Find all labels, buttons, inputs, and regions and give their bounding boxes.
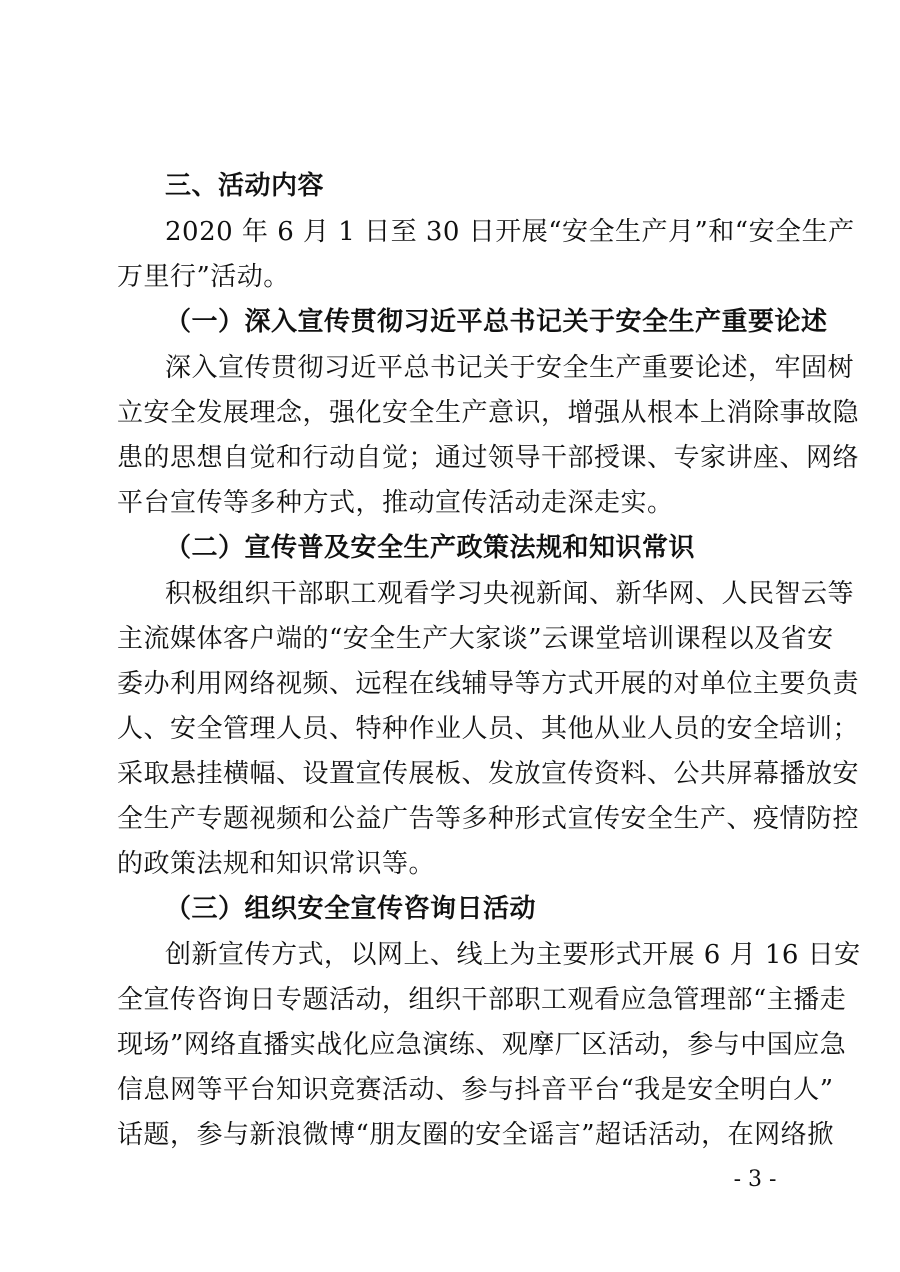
paragraph-line: 话题，参与新浪微博“朋友圈的安全谣言”超话活动，在网络掀 [117, 1120, 834, 1150]
paragraph-line: 信息网等平台知识竞赛活动、参与抖音平台“我是安全明白人” [117, 1075, 834, 1105]
subsection-title: （三）组织安全宣传咨询日活动 [165, 894, 537, 924]
paragraph-line: 采取悬挂横幅、设置宣传展板、发放宣传资料、公共屏幕播放安 [117, 759, 860, 789]
paragraph-line: 积极组织干部职工观看学习央视新闻、新华网、人民智云等 [165, 579, 855, 609]
section-heading: 三、活动内容 [165, 171, 325, 201]
subsection-title: （二）宣传普及安全生产政策法规和知识常识 [165, 533, 696, 563]
paragraph-line: 人、安全管理人员、特种作业人员、其他从业人员的安全培训； [117, 714, 860, 744]
intro-line: 2020 年 6 月 1 日至 30 日开展“安全生产月”和“安全生产 [165, 217, 855, 247]
paragraph-line: 立安全发展理念，强化安全生产意识，增强从根本上消除事故隐 [117, 398, 860, 428]
paragraph-line: 患的思想自觉和行动自觉；通过领导干部授课、专家讲座、网络 [117, 443, 860, 473]
page-number: - 3 - [733, 1167, 777, 1192]
paragraph-line: 现场”网络直播实战化应急演练、观摩厂区活动，参与中国应急 [117, 1030, 847, 1060]
paragraph-line: 主流媒体客户端的“安全生产大家谈”云课堂培训课程以及省安 [117, 624, 834, 654]
paragraph-line: 平台宣传等多种方式，推动宣传活动走深走实。 [117, 488, 674, 518]
subsection-title: （一）深入宣传贯彻习近平总书记关于安全生产重要论述 [165, 307, 828, 337]
paragraph-line: 创新宣传方式，以网上、线上为主要形式开展 6 月 16 日安 [165, 940, 861, 970]
paragraph-line: 深入宣传贯彻习近平总书记关于安全生产重要论述，牢固树 [165, 353, 855, 383]
intro-line: 万里行”活动。 [117, 262, 290, 292]
paragraph-line: 的政策法规和知识常识等。 [117, 849, 436, 879]
paragraph-line: 全生产专题视频和公益广告等多种形式宣传安全生产、疫情防控 [117, 804, 860, 834]
paragraph-line: 全宣传咨询日专题活动，组织干部职工观看应急管理部“主播走 [117, 985, 847, 1015]
paragraph-line: 委办利用网络视频、远程在线辅导等方式开展的对单位主要负责 [117, 669, 860, 699]
